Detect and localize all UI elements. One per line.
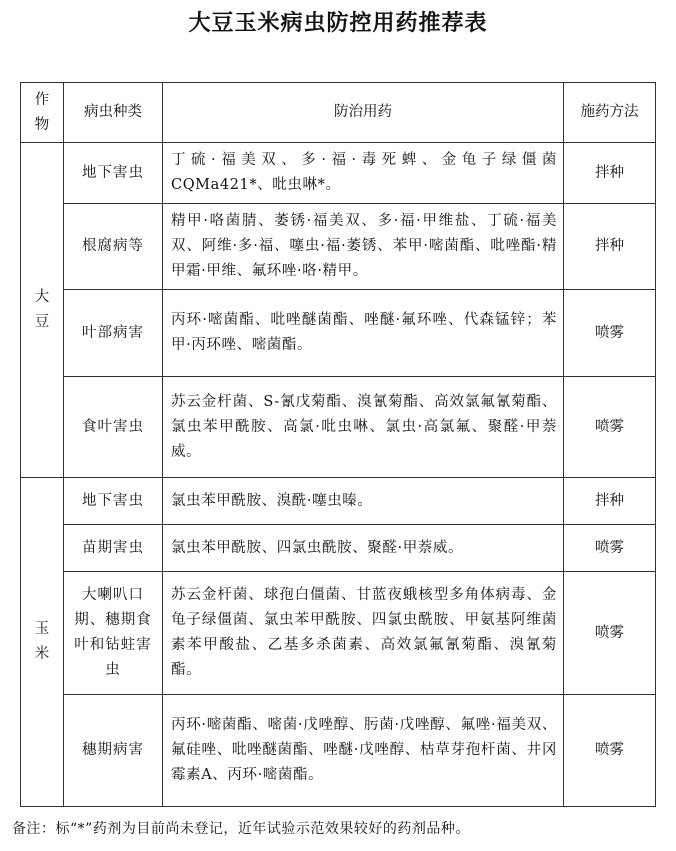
- method-cell: 拌种: [564, 143, 656, 204]
- drug-cell: 苏云金杆菌、球孢白僵菌、甘蓝夜蛾核型多角体病毒、金龟子绿僵菌、氯虫苯甲酰胺、四氯虫酰胺、甲氨基阿维菌素苯甲酸盐、乙基多杀菌素、高效氯氟氰菊酯、溴氰菊酯。: [163, 572, 564, 695]
- drug-cell: 丁硫·福美双、多·福·毒死蜱、金龟子绿僵菌CQMa421*、吡虫啉*。: [163, 143, 564, 204]
- crop-cell-soybean: [21, 143, 64, 478]
- pest-cell: 根腐病等: [64, 204, 163, 290]
- pest-cell: 食叶害虫: [64, 377, 163, 478]
- table-row: [21, 525, 656, 572]
- pest-cell: 地下害虫: [64, 478, 163, 525]
- drug-cell: 精甲·咯菌腈、萎锈·福美双、多·福·甲维盐、丁硫·福美双、阿维·多·福、噻虫·福·萎锈、苯甲·嘧菌酯、吡唑酯·精甲霜·甲维、氟环唑·咯·精甲。: [163, 204, 564, 290]
- table-row: [21, 290, 656, 377]
- method-cell: 喷雾: [564, 290, 656, 377]
- method-cell: 喷雾: [564, 377, 656, 478]
- header-drug: 防治用药: [163, 83, 564, 143]
- table-row: [21, 695, 656, 807]
- pest-cell: 穗期病害: [64, 695, 163, 807]
- table-row: [21, 377, 656, 478]
- header-method: 施药方法: [564, 83, 656, 143]
- header-pest: 病虫种类: [64, 83, 163, 143]
- table-row: [21, 204, 656, 290]
- crop-cell-corn: [21, 478, 64, 807]
- footnote: 备注：标“*”药剂为目前尚未登记，近年试验示范效果较好的药剂品种。: [12, 821, 470, 837]
- drug-cell: 丙环·嘧菌酯、嘧菌·戊唑醇、肟菌·戊唑醇、氟唑·福美双、氟硅唑、吡唑醚菌酯、唑醚·戊唑醇、枯草芽孢杆菌、井冈霉素A、丙环·嘧菌酯。: [163, 695, 564, 807]
- pest-cell: 叶部病害: [64, 290, 163, 377]
- header-crop: [21, 83, 64, 143]
- crop-soybean-char-1: 大: [34, 289, 50, 305]
- header-crop-char-1: 作: [34, 91, 50, 108]
- method-cell: 拌种: [564, 204, 656, 290]
- pest-cell: 大喇叭口期、穗期食叶和钻蛀害虫: [64, 572, 163, 695]
- drug-cell: 丙环·嘧菌酯、吡唑醚菌酯、唑醚·氟环唑、代森锰锌；苯甲·丙环唑、嘧菌酯。: [163, 290, 564, 377]
- page-title: 大豆玉米病虫防控用药推荐表: [188, 10, 488, 36]
- table-header-row: [21, 83, 656, 143]
- table-row: [21, 478, 656, 525]
- table-row: [21, 572, 656, 695]
- drug-cell: 氯虫苯甲酰胺、四氯虫酰胺、聚醛·甲萘威。: [163, 525, 564, 572]
- table-row: [21, 143, 656, 204]
- method-cell: 拌种: [564, 478, 656, 525]
- drug-cell: 氯虫苯甲酰胺、溴酰·噻虫嗪。: [163, 478, 564, 525]
- method-cell: 喷雾: [564, 695, 656, 807]
- recommendation-table: [20, 82, 656, 807]
- drug-cell: 苏云金杆菌、S-氰戊菊酯、溴氰菊酯、高效氯氟氰菊酯、氯虫苯甲酰胺、高氯·吡虫啉、氯虫·高氯氟、聚醛·甲萘威。: [163, 377, 564, 478]
- crop-corn-char-1: 玉: [34, 621, 50, 637]
- method-cell: 喷雾: [564, 572, 656, 695]
- header-crop-char-2: 物: [34, 116, 50, 133]
- method-cell: 喷雾: [564, 525, 656, 572]
- crop-corn-char-2: 米: [34, 646, 50, 662]
- crop-soybean-char-2: 豆: [34, 314, 50, 330]
- pest-cell: 地下害虫: [64, 143, 163, 204]
- pest-cell: 苗期害虫: [64, 525, 163, 572]
